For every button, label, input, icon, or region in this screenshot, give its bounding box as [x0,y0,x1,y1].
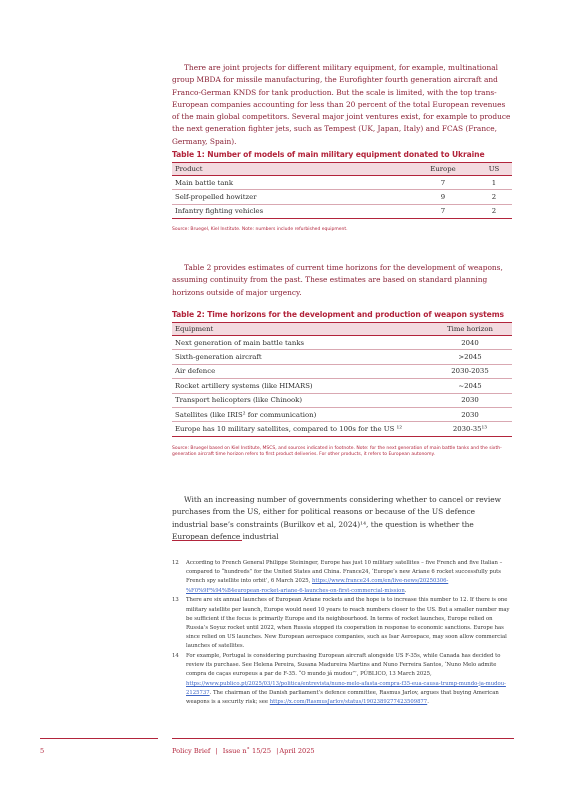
table2-header-equipment: Equipment [172,323,428,336]
table-row [172,350,512,364]
closing-section [172,494,512,543]
table2-intro-paragraph: Table 2 provides estimates of current time horizons for the development of weapons, assuming continuity from the past. These estimates are based on standard planning horizons outside of major urgency. [172,263,503,297]
table-cell: Sixth-generation aircraft [172,350,428,364]
footer-separator: | [276,747,279,755]
intro-section [172,62,512,148]
table1 [172,162,512,219]
table-row [172,364,512,378]
footnote-13 [172,596,514,651]
footnote-divider [172,540,242,541]
table-cell: Main battle tank [172,176,410,190]
footer-separator: | [215,747,218,755]
table-cell: >2045 [428,350,512,364]
table2-header-time-horizon: Time horizon [428,323,512,336]
footnote-number: 14 [172,653,179,660]
table1-section [172,150,512,234]
footnote-text-end: . [404,587,407,594]
table-cell: Europe has 10 military satellites, compared to 100s for the US ¹² [172,422,428,436]
table-row [172,336,512,350]
table-cell: 2030 [428,407,512,421]
footnote-text: According to French General Philippe Steininger, Europe has just 10 military satellites – five French and five Italian – compared to “hundreds” for the United States and China. France24, ‘Europe’s new Ariane 6 rocket successfully puts French spy satellite into orbit’, 6 March 2025, [186,560,503,585]
intro-paragraph: There are joint projects for different military equipment, for example, multinational group MBDA for missile manufacturing, the Eurofighter fourth generation aircraft and Franco-German KNDS for tank production. But the scale is limited, with the top trans-European companies accounting for less than 20 percent of the total European revenues of the main global competitors. Several major joint ventures exist, for example to produce the next generation fighter jets, such as Tempest (UK, Japan, Italy) and FCAS (France, Germany, Spain). [172,63,511,146]
footer-publication: Policy Brief [172,747,211,755]
table-cell: 2030-2035 [428,364,512,378]
table2 [172,322,512,437]
table-cell: 2040 [428,336,512,350]
footer-rule-left [40,738,158,739]
table-cell: Next generation of main battle tanks [172,336,428,350]
table1-header-row [172,163,512,176]
page-number: 5 [40,747,45,755]
footnote-text: There are six annual launches of European Ariane rockets and the hope is to increase this number to 12. If there is one military satellite per launch, Europe would need 10 years to reach numbers closer to the US. But a smaller number may be sufficient if the focus is primarily Europe and its neighbourhood. In terms of rocket launches, Europe relied on Russia’s Soyuz rocket until 2022, when Russia stopped its cooperation in response to economic sanctions. Europe has since relied on US launches. New European aerospace companies, such as Isar Aerospace, may soon allow commercial launches of satellites. [186,597,510,650]
footer-rule-right [172,738,514,739]
table2-header-row [172,323,512,336]
footnote-link[interactable]: https://www.publico.pt/2025/03/13/politica/entrevista/nuno-melo-afasta-compra-f35-eua-causa-trump-mundo-ja-mudou-2125737 [186,680,506,696]
table-cell: Rocket artillery systems (like HIMARS) [172,379,428,393]
table-cell: Satellites (like IRIS² for communication) [172,407,428,421]
footnote-number: 13 [172,597,179,604]
footnote-12 [172,559,514,596]
table-cell: 7 [410,176,476,190]
table-cell: Transport helicopters (like Chinook) [172,393,428,407]
footer-issue: Issue n˚ 15/25 [222,747,272,755]
table2-section [172,310,512,459]
table1-header-product: Product [172,163,410,176]
table2-intro-section [172,262,512,299]
footer-date: April 2025 [279,747,315,755]
footnotes [172,559,514,708]
table-cell: Air defence [172,364,428,378]
table1-header-europe: Europe [410,163,476,176]
footnote-text: For example, Portugal is considering purchasing European aircraft alongside US F-35s, while Canada has decided to review its purchase. See Helena Pereira, Susana Madureira Martins and Nuno Ferreira Santos, ‘Nuno Melo admite compra de caças europeus a par de F-35. “O mundo já mudou”’, PÚBLICO, 13 March 2025, [186,653,501,678]
table1-title: Table 1: Number of models of main military equipment donated to Ukraine [172,150,485,159]
table-cell: 9 [410,190,476,204]
table-row [172,407,512,421]
table-row [172,393,512,407]
table-cell: 7 [410,204,476,218]
table-row [172,379,512,393]
footnote-link-2[interactable]: https://x.com/RasmusJarlov/status/1902389277423509877 [269,699,428,706]
table-cell: 2 [476,190,512,204]
table-row [172,176,512,190]
table1-source: Source: Bruegel, Kiel Institute. Note: numbers include refurbished equipment. [172,227,348,233]
table-cell: 2030-35¹³ [428,422,512,436]
table-row [172,190,512,204]
closing-paragraph: With an increasing number of governments considering whether to cancel or review purchases from the US, either for political reasons or because of the US defence industrial base’s constraints (Burilkov et al, 2024)¹⁴, the question is whether the European defence industrial [172,495,501,541]
footer-publication-info [172,747,315,755]
footnote-number: 12 [172,560,179,566]
table2-source: Source: Bruegel based on Kiel Institute, MSCS, and sources indicated in footnote. Note: for the next generation of main battle tanks and the sixth-generation aircraft time horizon refers to first product deliveries. For other products, it refers to European autonomy. [172,445,502,458]
table2-title: Table 2: Time horizons for the development and production of weapon systems [172,310,504,319]
table1-header-us: US [476,163,512,176]
table-cell: Self-propelled howitzer [172,190,410,204]
table-cell: Infantry fighting vehicles [172,204,410,218]
table-cell: 1 [476,176,512,190]
table-row [172,204,512,218]
table-cell: 2 [476,204,512,218]
footnote-text-mid: . The chairman of the Danish parliament’s defence committee, Rasmus Jarlov, argues that buying American weapons is a security risk; see [186,689,499,706]
table-cell: ~2045 [428,379,512,393]
footnote-link[interactable]: https://www.france24.com/en/live-news/20250306-%F0%9F%94%B4european-rocket-ariane-6-launches-on-first-commercial-mission [186,578,449,594]
footnote-14 [172,652,514,707]
footnote-text-end: . [427,699,429,706]
table-row [172,422,512,436]
table-cell: 2030 [428,393,512,407]
